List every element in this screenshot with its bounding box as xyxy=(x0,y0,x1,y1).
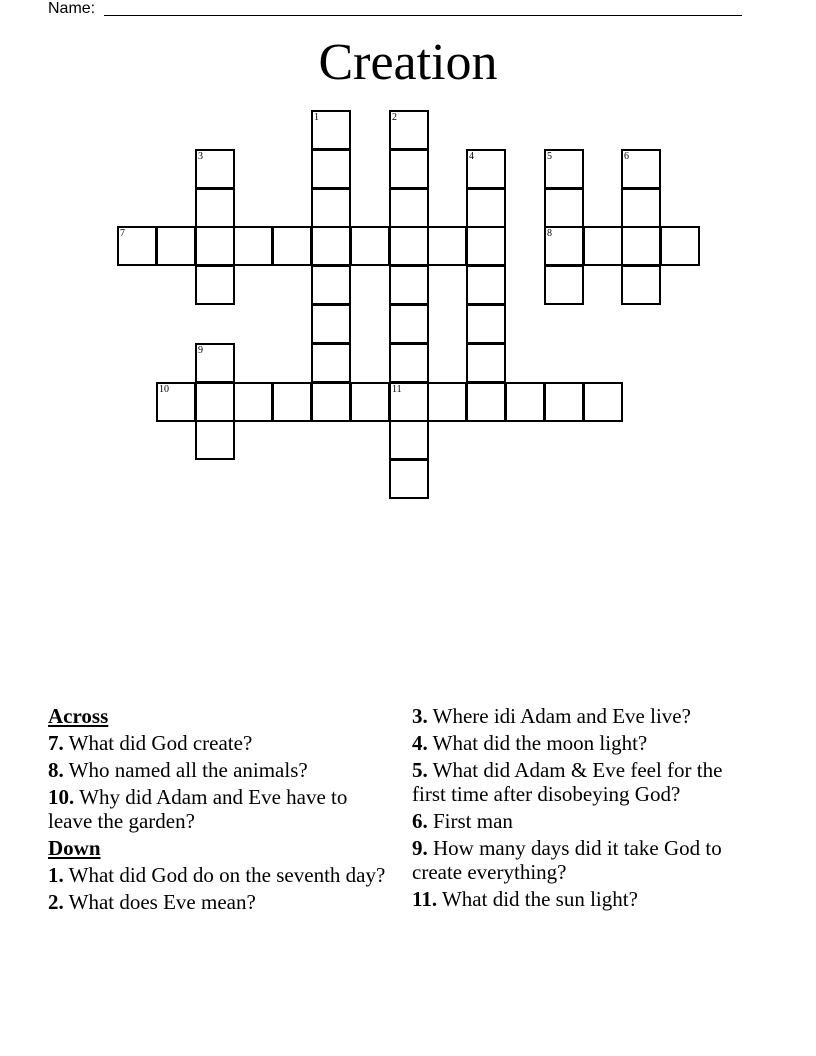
clue-item xyxy=(412,809,752,833)
crossword-cell[interactable] xyxy=(195,265,235,305)
clue-number: 3. xyxy=(412,704,428,728)
page-title: Creation xyxy=(318,34,498,91)
clue-text: First man xyxy=(427,809,513,833)
crossword-cell[interactable] xyxy=(195,343,235,383)
clue-item xyxy=(48,863,388,887)
crossword-cell[interactable] xyxy=(621,265,661,305)
clue-number: 8. xyxy=(48,758,64,782)
crossword-cell[interactable] xyxy=(311,343,351,383)
cell-number: 8 xyxy=(547,228,552,239)
clue-item xyxy=(48,785,388,833)
crossword-cell[interactable] xyxy=(427,382,467,422)
crossword-cell[interactable] xyxy=(389,382,429,422)
cell-number: 3 xyxy=(198,151,203,162)
crossword-cell[interactable] xyxy=(156,382,196,422)
crossword-cell[interactable] xyxy=(466,188,506,228)
clue-item xyxy=(48,758,388,782)
across-clue-list xyxy=(48,731,388,833)
cell-number: 4 xyxy=(469,151,474,162)
crossword-cell[interactable] xyxy=(544,149,584,189)
crossword-cell[interactable] xyxy=(389,149,429,189)
clue-number: 2. xyxy=(48,890,64,914)
crossword-cell[interactable] xyxy=(660,226,700,266)
clue-item xyxy=(48,890,388,914)
crossword-cell[interactable] xyxy=(195,149,235,189)
clues-left-column xyxy=(48,704,388,917)
crossword-cell[interactable] xyxy=(117,226,157,266)
clue-text: What did God do on the seventh day? xyxy=(63,863,386,887)
clue-text: What did the sun light? xyxy=(437,887,638,911)
clue-number: 9. xyxy=(412,836,428,860)
clue-number: 7. xyxy=(48,731,64,755)
crossword-cell[interactable] xyxy=(233,382,273,422)
clue-item xyxy=(412,731,752,755)
clue-item xyxy=(412,887,752,911)
crossword-cell[interactable] xyxy=(350,382,390,422)
clue-item xyxy=(412,836,752,884)
crossword-cell[interactable] xyxy=(311,265,351,305)
crossword-cell[interactable] xyxy=(311,382,351,422)
clue-text: Where idi Adam and Eve live? xyxy=(427,704,691,728)
down-clue-list-right xyxy=(412,704,752,911)
clue-number: 11. xyxy=(412,887,438,911)
clue-text: Who named all the animals? xyxy=(63,758,308,782)
crossword-cell[interactable] xyxy=(389,459,429,499)
crossword-cell[interactable] xyxy=(311,304,351,344)
crossword-cell[interactable] xyxy=(195,188,235,228)
clue-text: What does Eve mean? xyxy=(63,890,256,914)
crossword-cell[interactable] xyxy=(195,226,235,266)
cell-number: 2 xyxy=(392,112,397,123)
name-label: Name: xyxy=(48,0,96,17)
crossword-cell[interactable] xyxy=(389,343,429,383)
clue-text: How many days did it take God to create everything? xyxy=(412,836,722,884)
crossword-cell[interactable] xyxy=(544,226,584,266)
crossword-cell[interactable] xyxy=(389,226,429,266)
crossword-cell[interactable] xyxy=(466,382,506,422)
cell-number: 7 xyxy=(120,228,125,239)
cell-number: 10 xyxy=(159,384,169,395)
crossword-cell[interactable] xyxy=(466,304,506,344)
crossword-cell[interactable] xyxy=(389,188,429,228)
crossword-cell[interactable] xyxy=(389,304,429,344)
clue-item xyxy=(412,758,752,806)
cell-number: 5 xyxy=(547,151,552,162)
crossword-cell[interactable] xyxy=(311,110,351,150)
cell-number: 11 xyxy=(392,384,402,395)
clues-right-column xyxy=(412,704,752,914)
crossword-cell[interactable] xyxy=(466,149,506,189)
crossword-cell[interactable] xyxy=(156,226,196,266)
cell-number: 6 xyxy=(624,151,629,162)
clue-number: 10. xyxy=(48,785,75,809)
crossword-cell[interactable] xyxy=(427,226,467,266)
crossword-cell[interactable] xyxy=(466,226,506,266)
crossword-cell[interactable] xyxy=(272,226,312,266)
crossword-cell[interactable] xyxy=(350,226,390,266)
crossword-cell[interactable] xyxy=(621,226,661,266)
crossword-cell[interactable] xyxy=(389,420,429,460)
clue-number: 1. xyxy=(48,863,64,887)
cell-number: 1 xyxy=(314,112,319,123)
clue-number: 5. xyxy=(412,758,428,782)
crossword-cell[interactable] xyxy=(311,188,351,228)
crossword-cell[interactable] xyxy=(621,188,661,228)
crossword-cell[interactable] xyxy=(544,382,584,422)
clue-text: What did the moon light? xyxy=(427,731,648,755)
crossword-cell[interactable] xyxy=(544,265,584,305)
crossword-cell[interactable] xyxy=(505,382,545,422)
crossword-cell[interactable] xyxy=(583,226,623,266)
clue-item xyxy=(412,704,752,728)
crossword-cell[interactable] xyxy=(311,149,351,189)
clue-text: What did God create? xyxy=(63,731,253,755)
crossword-cell[interactable] xyxy=(621,149,661,189)
down-clue-list-left xyxy=(48,863,388,914)
crossword-cell[interactable] xyxy=(583,382,623,422)
crossword-grid xyxy=(0,0,816,520)
clue-number: 4. xyxy=(412,731,428,755)
crossword-cell[interactable] xyxy=(389,110,429,150)
cell-number: 9 xyxy=(198,345,203,356)
crossword-cell[interactable] xyxy=(466,343,506,383)
crossword-cell[interactable] xyxy=(195,382,235,422)
crossword-cell[interactable] xyxy=(233,226,273,266)
crossword-cell[interactable] xyxy=(389,265,429,305)
crossword-cell[interactable] xyxy=(272,382,312,422)
clue-item xyxy=(48,731,388,755)
crossword-cell[interactable] xyxy=(195,420,235,460)
clue-number: 6. xyxy=(412,809,428,833)
down-heading: Down xyxy=(48,836,101,860)
clue-text: What did Adam & Eve feel for the first time after disobeying God? xyxy=(412,758,723,806)
crossword-cell[interactable] xyxy=(311,226,351,266)
clue-text: Why did Adam and Eve have to leave the garden? xyxy=(48,785,348,833)
crossword-cell[interactable] xyxy=(544,188,584,228)
across-heading: Across xyxy=(48,704,109,728)
crossword-cell[interactable] xyxy=(466,265,506,305)
